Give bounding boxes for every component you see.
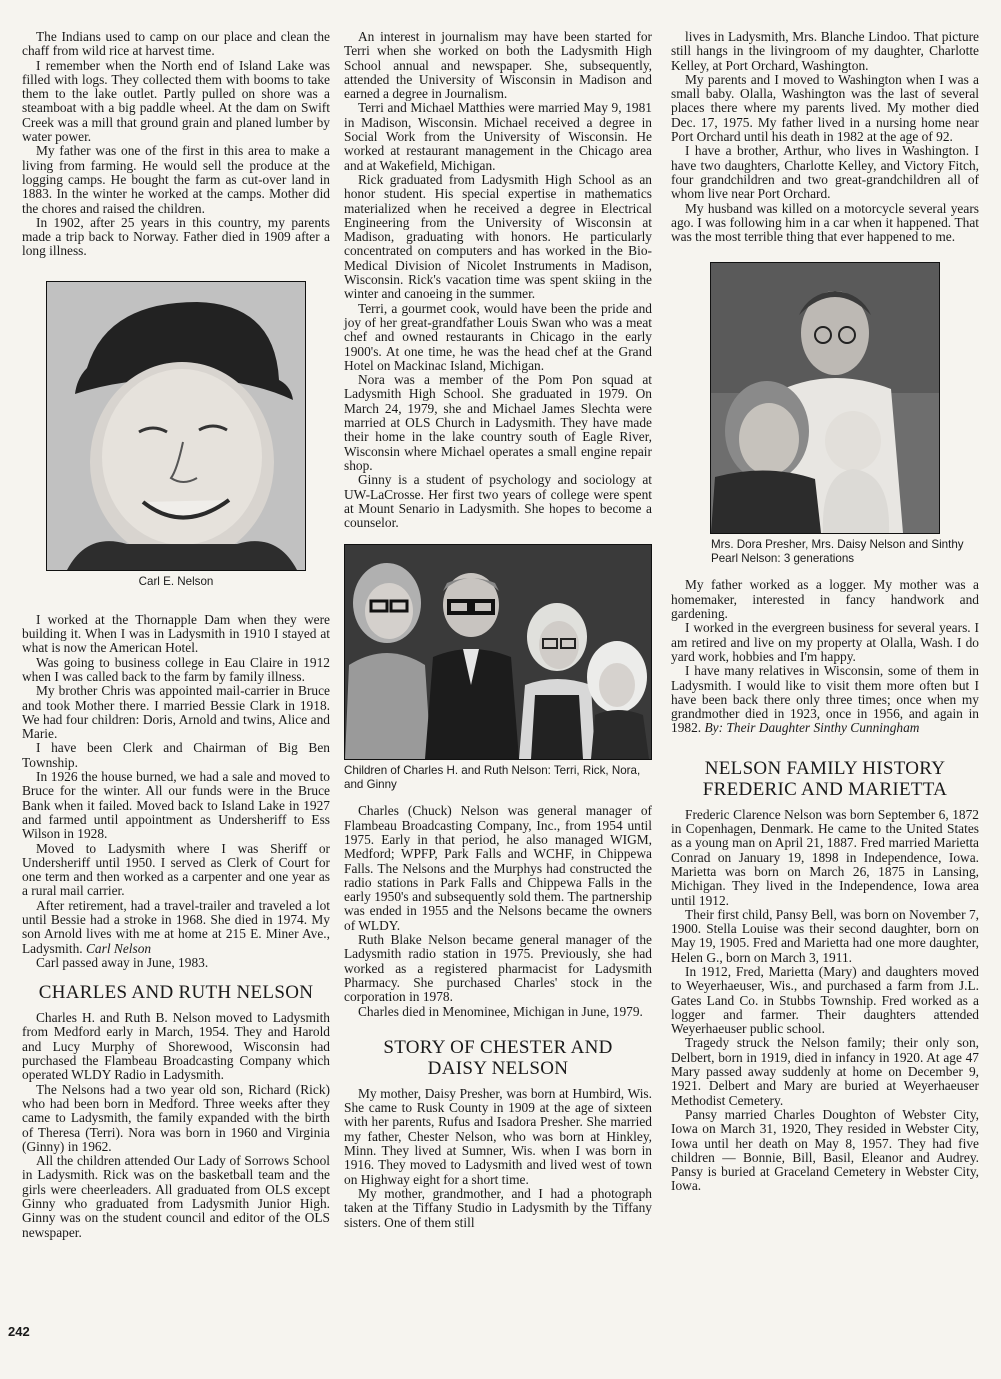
paragraph: An interest in journalism may have been started for Terri when she worked on both the Ladysmith High School annual and newspaper. She, subsequently, attended the University of Wisconsin in Madison and earned a degree in Journalism. — [344, 29, 652, 102]
chester-daisy-story-cont — [671, 30, 979, 244]
paragraph: My brother Chris was appointed mail-carrier in Bruce and took Mother there. I married Bessie Clark in 1918. We had four children: Doris, Arnold and twins, Alice and Marie. — [22, 683, 330, 742]
paragraph: lives in Ladysmith, Mrs. Blanche Lindoo. That picture still hangs in the livingroom of my daughter, Charlotte Kelley, at Port Orchard, Washington. — [671, 29, 979, 73]
paragraph-text: After retirement, had a travel-trailer and traveled a lot until Bessie had a stroke in 1968. She died in 1974. My son Arnold lives with me at home at 215 E. Miner Ave., Ladysmith. — [22, 897, 330, 956]
photo-caption: Mrs. Dora Presher, Mrs. Daisy Nelson and Sinthy Pearl Nelson: 3 generations — [711, 538, 964, 566]
charles-ruth-radio — [344, 804, 652, 1018]
paragraph — [671, 664, 979, 735]
paragraph: The Indians used to camp on our place and clean the chaff from wild rice at harvest time. — [22, 29, 330, 59]
section-heading: CHARLES AND RUTH NELSON — [38, 982, 314, 1004]
photo-caption: Carl E. Nelson — [138, 574, 214, 588]
photo-four-children — [345, 545, 651, 759]
column-1 — [22, 30, 330, 1240]
paragraph: Pansy married Charles Doughton of Webster City, Iowa on March 31, 1920, They resided in Webster City, Iowa until her death on May 8, 1957. They had five children — Bonnie, Bill, Basil, Eleanor and Audrey. Pansy is buried at Graceland Cemetery in Webster City, Iowa. — [671, 1106, 979, 1194]
paragraph: Carl passed away in June, 1983. — [36, 954, 209, 970]
carl-nelson-photo-block — [22, 281, 330, 589]
chester-daisy-story-end — [671, 578, 979, 735]
paragraph: Terri and Michael Matthies were married May 9, 1981 in Madison, Wisconsin. Michael received a degree in Social Work from the University of Wisconsin. He worked at restaurant management in the Chicago area and at Wakefield, Michigan. — [344, 100, 652, 173]
children-photo — [344, 544, 652, 760]
three-generations-photo-block — [671, 262, 979, 566]
charles-ruth-story-cont — [344, 30, 652, 530]
section-heading — [671, 758, 979, 800]
paragraph: I have a brother, Arthur, who lives in Washington. I have two daughters, Charlotte Kelley, and Victory Fitch, four grandchildren and two great-grandchildren all of whom live near Port Orchard. — [671, 143, 979, 202]
heading-line: FREDERIC AND MARIETTA — [702, 778, 948, 800]
frederic-marietta-story — [671, 808, 979, 1194]
chester-daisy-story — [344, 1087, 652, 1230]
paragraph: My mother, Daisy Presher, was born at Humbird, Wis. She came to Rusk County in 1909 at the age of sixteen with her parents, Rufus and Isadora Presher. She married my father, Chester Nelson, who was born at Hinkley, Minn. They lived at Sumner, Wis. when I was born in 1916. They moved to Ladysmith and lived west of town on Highway eight for a short time. — [344, 1085, 652, 1187]
paragraph: Moved to Ladysmith where I was Sheriff or Undersheriff until 1950. I served as Clerk of Court for one term and then worked as a carpenter and one year as a rural mail carrier. — [22, 840, 330, 899]
photo-three-generations — [711, 263, 939, 533]
paragraph-text: I have many relatives in Wisconsin, some of them in Ladysmith. I would like to visit them more often but I have been back there only three times; once when my grandmother died in 1923, once in 1956, and again in 1982. — [671, 663, 979, 736]
carl-story-mid — [22, 613, 330, 970]
paragraph: Terri, a gourmet cook, would have been the pride and joy of her great-grandfather Louis Swan who was a meat chef and owned restaurants in Chicago in the early 1900's. At one time, he was the head chef at the Grand Hotel on Mackinac Island, Michigan. — [344, 300, 652, 373]
paragraph: Charles H. and Ruth B. Nelson moved to Ladysmith from Medford early in March, 1954. They and Harold and Lucy Murphy of Shorewood, Wisconsin had purchased the Flambeau Broadcasting Company which operated WLDY Radio in Ladysmith. — [22, 1010, 330, 1083]
paragraph: In 1926 the house burned, we had a sale and moved to Bruce for the winter. All our funds were in the Bruce Bank when it failed. Moved back to Island Lake in 1927 and farmed until appointment as Undersheriff to Ess Wilson in 1928. — [22, 769, 330, 842]
paragraph: Tragedy struck the Nelson family; their only son, Delbert, born in 1919, died in infancy in 1920. At age 47 Mary passed away suddenly at home on December 9, 1921. Delbert and Mary are buried at Weyerhaeuser Methodist Cemetery. — [671, 1035, 979, 1108]
carl-story-top — [22, 30, 330, 259]
paragraph: My father worked as a logger. My mother was a homemaker, interested in fancy handwork and gardening. — [671, 577, 979, 622]
children-photo-block — [344, 544, 652, 792]
paragraph: Charles (Chuck) Nelson was general manager of Flambeau Broadcasting Company, Inc., from 1954 until 1975. Early in that period, he also managed WIGM, Medford; WPFP, Park Falls and WCHF, in Chippewa Falls. The Nelsons and the Murphys had constructed the radio stations in Park Falls and Chippewa Falls in the early 1950's and subsequently sold them. The partnership was ended in 1955 and the Nelsons became the owners of WLDY. — [344, 803, 652, 933]
column-2 — [344, 30, 652, 1230]
paragraph: All the children attended Our Lady of Sorrows School in Ladysmith. Rick was on the basketball team and the girls were cheerleaders. All graduated from OLS except Ginny who graduated from Ladysmith Junior High. Ginny was on the student council and editor of the OLS newspaper. — [22, 1153, 330, 1240]
portrait-elderly-man-with-hat — [47, 282, 305, 570]
heading-line: NELSON FAMILY HISTORY — [704, 757, 946, 779]
paragraph: My parents and I moved to Washington when I was a small baby. Olalla, Washington was the last of several places there where my parents lived. My mother died Dec. 17, 1975. My father lived in a nursing home near Port Orchard until his death in 1982 at the age of 92. — [671, 71, 979, 145]
paragraph: Nora was a member of the Pom Pon squad at Ladysmith High School. She graduated in 1979. On March 24, 1979, she and Michael James Slechta were married at OLS Church in Ladysmith. They have made their home in the lake country south of Eagle River, Wisconsin where Michael operates a small engine repair shop. — [344, 372, 652, 473]
three-generations-photo — [710, 262, 940, 534]
page-number: 242 — [8, 1324, 30, 1339]
photo-caption: Children of Charles H. and Ruth Nelson: Terri, Rick, Nora, and Ginny — [344, 764, 641, 792]
paragraph: My father was one of the first in this area to make a living from farming. He would sell the produce at the logging camps. He bought the farm as cut-over land in 1883. In the winter he worked at the camps. Mother did the chores and raised the children. — [22, 143, 330, 216]
paragraph: I remember when the North end of Island Lake was filled with logs. They collected them with booms to take them to the lake outlet. Partly pulled on shore was a steamboat with a big paddle wheel. At the dam on Swift Creek was a mill that ground grain and planed lumber by water power. — [22, 57, 330, 145]
paragraph: Ruth Blake Nelson became general manager of the Ladysmith radio station in 1975. Previously, she had worked as a registered pharmacist for Ladysmith Pharmacy. She purchased Charles' stock in the corporation in 1978. — [344, 932, 652, 1005]
carl-nelson-photo — [46, 281, 306, 571]
paragraph: Was going to business college in Eau Claire in 1912 when I was called back to the farm by family illness. — [22, 654, 330, 684]
paragraph: The Nelsons had a two year old son, Richard (Rick) who had been born in Medford. Three weeks after they came to Ladysmith, the family expanded with the birth of Theresa (Terri). Nora was born in 1960 and Virginia (Ginny) in 1962. — [22, 1081, 330, 1154]
paragraph: I worked in the evergreen business for several years. I am retired and live on my property at Olalla, Wash. I do yard work, hobbies and I'm happy. — [671, 620, 979, 664]
paragraph: Ginny is a student of psychology and sociology at UW-LaCrosse. Her first two years of college were spent at Mount Senario in Ladysmith. She hopes to become a counselor. — [344, 472, 652, 531]
paragraph: Their first child, Pansy Bell, was born on November 7, 1900. Stella Louise was their second daughter, born on May 19, 1905. Fred and Marietta had one more daughter, Helen G., born on March 3, 1911. — [671, 906, 979, 965]
charles-ruth-story — [22, 1011, 330, 1240]
byline: By: Their Daughter Sinthy Cunningham — [704, 720, 920, 736]
paragraph: Rick graduated from Ladysmith High School as an honor student. His special expertise in mathematics materialized when he received a degree in Electrical Engineering from the University of Wisconsin at Madison, graduating with honors. He particularly concentrated on computers and has worked in the Bio-Medical Division of Nicolet Instruments in Madison, Wisconsin. Rick's vacation time was spent skiing in the winter and canoeing in the summer. — [344, 171, 652, 302]
paragraph: I worked at the Thornapple Dam when they were building it. When I was in Ladysmith in 1910 I stayed at what is now the American Hotel. — [22, 611, 330, 656]
paragraph — [22, 899, 330, 956]
signature: Carl Nelson — [85, 940, 152, 956]
paragraph: Charles died in Menominee, Michigan in June, 1979. — [358, 1003, 643, 1019]
paragraph: My husband was killed on a motorcycle several years ago. I was following him in a car when it happened. That was the most terrible thing that ever happened to me. — [671, 200, 979, 245]
column-3 — [671, 30, 979, 1194]
paragraph: In 1912, Fred, Marietta (Mary) and daughters moved to Weyerhaeuser, Wis., and purchased a farm from J.L. Gates Land Co. in Stubbs Township. Fred worked as a logger and farmer. Their daughters attended Weyerhaeuser public school. — [671, 963, 979, 1037]
paragraph: Frederic Clarence Nelson was born September 6, 1872 in Copenhagen, Denmark. He came to the United States as a young man on April 21, 1887. Fred married Marietta Conrad on January 19, 1898 in Independence, Iowa. Marietta was born on March 26, 1875 in Lansing, Michigan. They lived in the Independence, Iowa area until 1912. — [671, 806, 979, 908]
paragraph: In 1902, after 25 years in this country, my parents made a trip back to Norway. Father died in 1909 after a long illness. — [22, 214, 330, 259]
section-heading: STORY OF CHESTER AND DAISY NELSON — [383, 1036, 613, 1079]
paragraph: I have been Clerk and Chairman of Big Ben Township. — [22, 740, 330, 770]
paragraph: My mother, grandmother, and I had a photograph taken at the Tiffany Studio in Ladysmith by the Tiffany sisters. One of them still — [344, 1185, 652, 1230]
